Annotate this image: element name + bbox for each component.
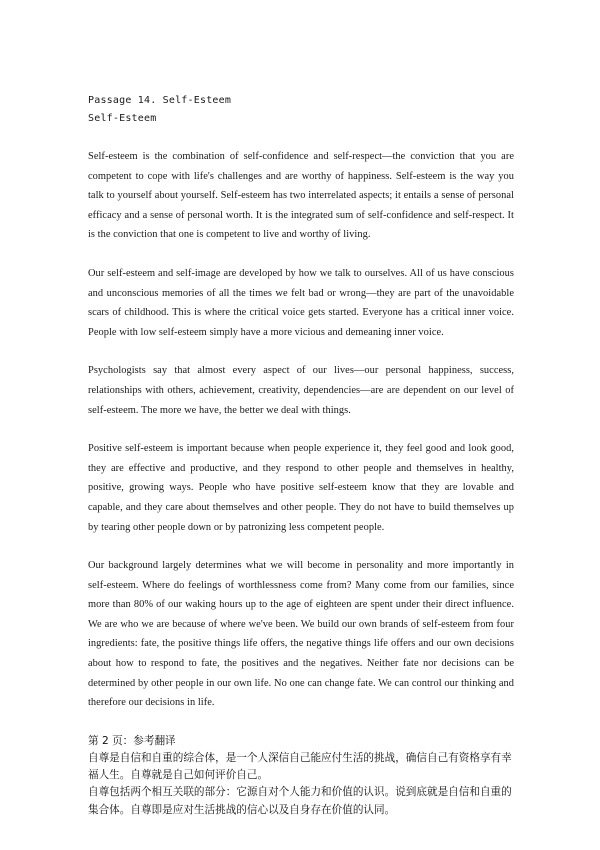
translation-line: 自尊是自信和自重的综合体，是一个人深信自己能应付生活的挑战，确信自己有资格享有幸 bbox=[88, 752, 512, 765]
translation-line: 集合体。自尊即是应对生活挑战的信心以及自身存在价值的认同。 bbox=[88, 803, 396, 816]
paragraph-5: Our background largely determines what we will become in personality and more importantly in self-esteem. Where do feelings of worthlessness come from? Many come from our families, since more than 80% of our waking hours up to the age of eighteen are spent under their direct influence. We are who we are because of where we've been. We build our own brands of self-esteem from four ingredients: fate, the positive things life offers, the negative things life offers and our own decisions about how to respond to fate, the positives and the negatives. Neither fate nor decisions can be determined by other people in our own life. No one can change fate. We can control our thinking and therefore our decisions in life. bbox=[88, 560, 514, 709]
translation-heading: 第 2 页：参考翻译 bbox=[88, 734, 176, 747]
paragraph-3: Psychologists say that almost every aspect of our lives—our personal happiness, success, relationships with others, achievement, creativity, dependencies—are are dependent on our level of self-esteem. The more we have, the better we deal with things. bbox=[88, 365, 514, 416]
translation-line: 自尊包括两个相互关联的部分：它源自对个人能力和价值的认识。说到底就是自信和自重的 bbox=[88, 786, 512, 799]
paragraph-2: Our self-esteem and self-image are developed by how we talk to ourselves. All of us have conscious and unconscious memories of all the times we felt bad or wrong—they are part of the unavoidable scars of childhood. This is where the critical voice gets started. Everyone has a critical inner voice. People with low self-esteem simply have a more vicious and demeaning inner voice. bbox=[88, 267, 514, 338]
translation-section bbox=[88, 733, 514, 819]
passage-title: Self-Esteem bbox=[88, 113, 157, 124]
paragraph-1: Self-esteem is the combination of self-confidence and self-respect—the conviction that you are competent to cope with life's challenges and are worthy of happiness. Self-esteem is the way you talk to yourself about yourself. Self-esteem has two interrelated aspects; it entails a sense of personal efficacy and a sense of personal worth. It is the integrated sum of self-confidence and self-respect. It is the conviction that one is competent to live and worthy of living. bbox=[88, 151, 514, 241]
document-page bbox=[88, 92, 514, 819]
paragraph-4: Positive self-esteem is important because when people experience it, they feel good and look good, they are effective and productive, and they respond to other people and themselves in healthy, positive, growing ways. People who have positive self-esteem know that they are lovable and capable, and they care about themselves and other people. They do not have to build themselves up by tearing other people down or by patronizing less competent people. bbox=[88, 443, 514, 533]
translation-line: 福人生。自尊就是自己如何评价自己。 bbox=[88, 769, 269, 782]
passage-label: Passage 14. Self-Esteem bbox=[88, 95, 232, 106]
